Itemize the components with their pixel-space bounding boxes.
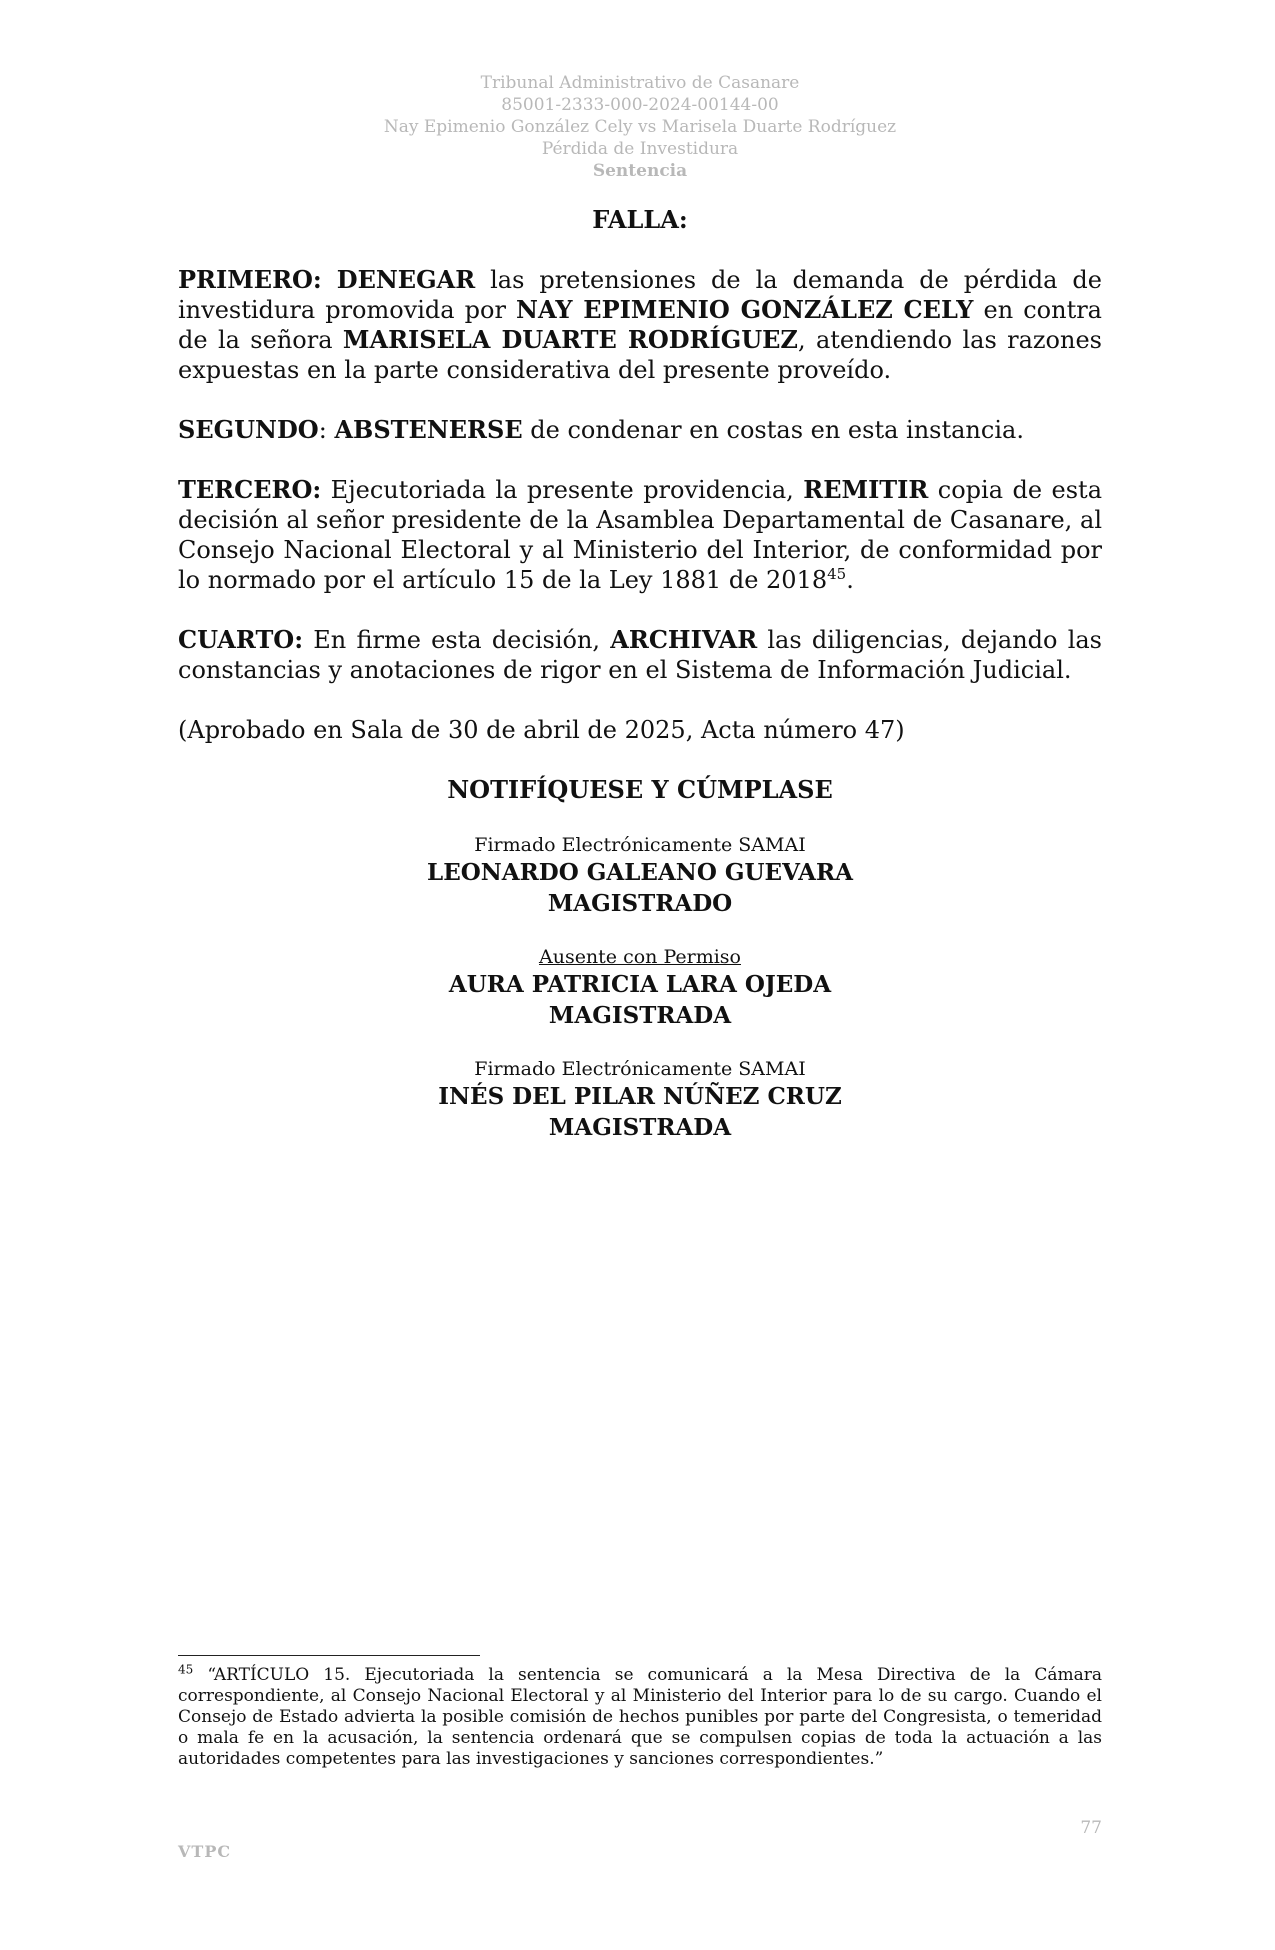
cuarto-label: CUARTO:: [178, 625, 304, 654]
signature-role: MAGISTRADA: [548, 1002, 732, 1029]
tercero-label: TERCERO:: [178, 475, 322, 504]
tercero-verb: REMITIR: [803, 475, 929, 504]
tercero-text-1: Ejecutoriada la presente providencia,: [321, 476, 804, 504]
primero-text-1: las pretensiones de la demanda de pérdida de investidura promovida por: [178, 266, 1102, 324]
segundo-sep: :: [318, 416, 335, 444]
signature-block-3: [178, 1057, 1102, 1143]
running-header: [178, 72, 1102, 182]
header-case-number: 85001-2333-000-2024-00144-00: [501, 95, 779, 115]
signature-block-1: [178, 833, 1102, 919]
segundo-label: SEGUNDO: [178, 415, 319, 444]
approval-note: (Aprobado en Sala de 30 de abril de 2025, Acta número 47): [178, 716, 905, 744]
tercero-text-3: .: [846, 566, 854, 594]
primero-defendant: MARISELA DUARTE RODRÍGUEZ: [342, 325, 798, 354]
footnote-text: “ARTÍCULO 15. Ejecutoriada la sentencia se comunicará a la Mesa Directiva de la Cámara correspondiente, al Consejo Nacional Electoral y al Ministerio del Interior para lo de su cargo. Cuando el Consejo de Estado advierta la posible comisión de hechos punibles por parte del Congresista, o temeridad o mala fe en la acusación, la sentencia ordenará que se compulsen copias de toda la actuación a las autoridades competentes para las investigaciones y sanciones correspondientes.”: [178, 1665, 1102, 1769]
signature-role: MAGISTRADA: [548, 1114, 732, 1141]
signature-role: MAGISTRADO: [547, 890, 733, 917]
signature-name: LEONARDO GALEANO GUEVARA: [427, 859, 853, 886]
primero-text-2: en contra de la señora: [178, 296, 1102, 354]
signature-name: INÉS DEL PILAR NÚÑEZ CRUZ: [438, 1083, 842, 1110]
paragraph-segundo: [178, 415, 1102, 445]
notify-heading: NOTIFÍQUESE Y CÚMPLASE: [447, 775, 833, 804]
falla-title: FALLA:: [592, 205, 688, 234]
signature-name: AURA PATRICIA LARA OJEDA: [448, 971, 832, 998]
primero-label: PRIMERO:: [178, 265, 322, 294]
author-initials: VTPC: [178, 1842, 232, 1861]
signature-note: Firmado Electrónicamente SAMAI: [474, 1058, 806, 1080]
paragraph-tercero: [178, 475, 1102, 595]
footnote-separator: [178, 1655, 480, 1656]
primero-verb: DENEGAR: [336, 265, 476, 294]
cuarto-text-1: En firme esta decisión,: [303, 626, 611, 654]
footnote-45: [178, 1662, 1102, 1770]
tercero-text-2: copia de esta decisión al señor presidente de la Asamblea Departamental de Casanare, al Consejo Nacional Electoral y al Ministerio del Interior, de conformidad por lo normado por el artículo 15 de la Ley 1881 de 2018: [178, 476, 1102, 594]
signature-note: Ausente con Permiso: [538, 946, 741, 968]
paragraph-cuarto: [178, 625, 1102, 685]
page-number: 77: [1080, 1818, 1102, 1838]
header-parties: Nay Epimenio González Cely vs Marisela Duarte Rodríguez: [383, 117, 897, 137]
primero-plaintiff: NAY EPIMENIO GONZÁLEZ CELY: [516, 295, 974, 324]
header-court: Tribunal Administrativo de Casanare: [480, 73, 800, 93]
signature-note: Firmado Electrónicamente SAMAI: [474, 834, 806, 856]
header-matter: Pérdida de Investidura: [541, 139, 739, 159]
header-doc-type: Sentencia: [592, 161, 688, 181]
segundo-text-1: de condenar en costas en esta instancia.: [522, 416, 1024, 444]
paragraph-primero: [178, 265, 1102, 385]
cuarto-verb: ARCHIVAR: [610, 625, 758, 654]
segundo-verb: ABSTENERSE: [334, 415, 523, 444]
document-body: [178, 205, 1102, 1169]
footnote-number: 45: [178, 1662, 194, 1677]
cuarto-text-2: las diligencias, dejando las constancias y anotaciones de rigor en el Sistema de Información Judicial.: [178, 626, 1102, 684]
signature-block-2: [178, 945, 1102, 1031]
footnote-reference[interactable]: 45: [827, 565, 847, 583]
primero-text-3: , atendiendo las razones expuestas en la parte considerativa del presente proveído.: [178, 326, 1102, 384]
